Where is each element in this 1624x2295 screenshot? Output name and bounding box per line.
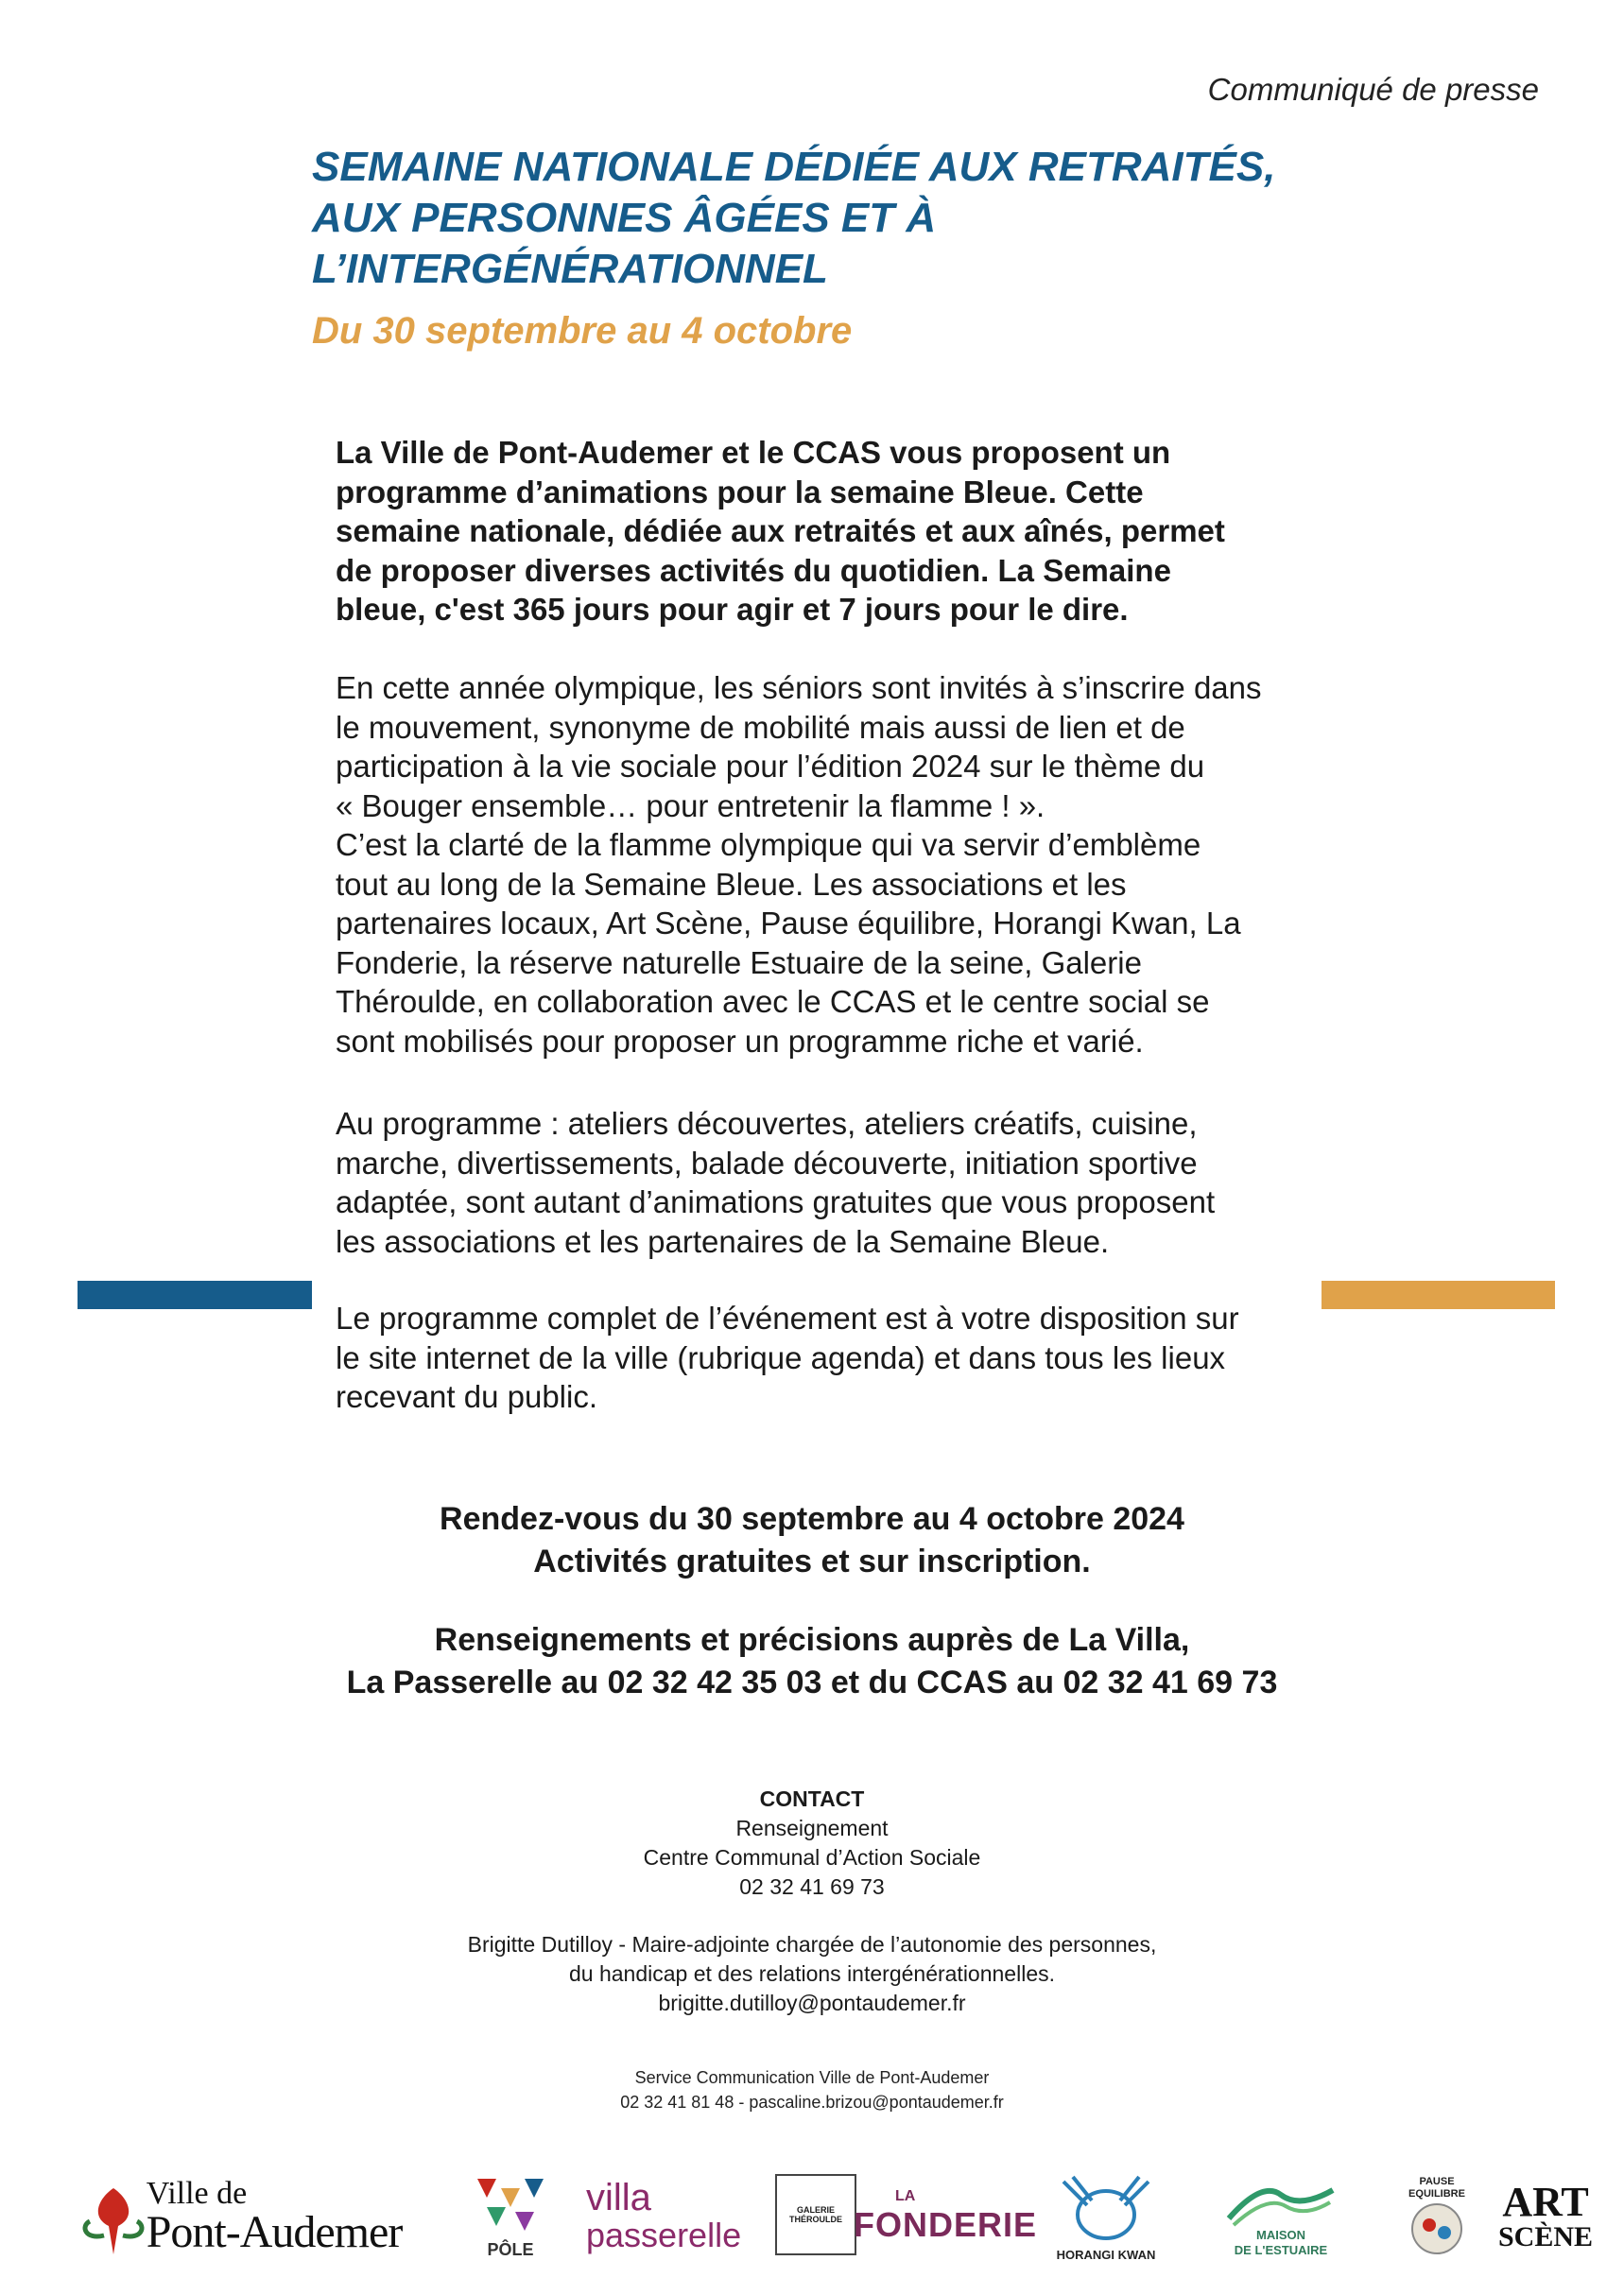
logo-text: FONDERIE	[854, 2205, 1038, 2244]
service-communication	[0, 2065, 1624, 2114]
service-contact[interactable]: 02 32 41 81 48 - pascaline.brizou@pontaudemer.fr	[620, 2093, 1004, 2112]
logo-text: ART	[1502, 2179, 1589, 2225]
text-line: Au programme : ateliers découvertes, ateliers créatifs, cuisine,	[336, 1106, 1198, 1141]
tiger-icon	[1054, 2172, 1158, 2248]
event-dates: Du 30 septembre au 4 octobre	[312, 310, 853, 352]
orange-divider-bar	[1322, 1281, 1555, 1309]
text-line: « Bouger ensemble… pour entretenir la flamme ! ».	[336, 787, 1045, 823]
title-line: L’INTERGÉNÉRATIONNEL	[312, 246, 828, 292]
text-line: le site internet de la ville (rubrique agenda) et dans tous les lieux	[336, 1339, 1226, 1375]
logo-text: Pont-Audemer	[146, 2207, 403, 2257]
logo-pole	[458, 2165, 562, 2269]
availability-paragraph	[336, 1299, 1295, 1417]
text-line: sont mobilisés pour proposer un programme riche et varié.	[336, 1023, 1144, 1059]
text-line: recevant du public.	[336, 1379, 598, 1414]
title-line: SEMAINE NATIONALE DÉDIÉE AUX RETRAITÉS,	[312, 144, 1276, 190]
logo-villa-passerelle	[586, 2165, 756, 2269]
logo-text: THÉROULDE	[789, 2215, 842, 2224]
information-line: Renseignements et précisions auprès de La Villa,	[434, 1622, 1190, 1658]
intro-paragraph	[336, 433, 1295, 630]
text-line: C’est la clarté de la flamme olympique qui va servir d’emblème	[336, 827, 1201, 862]
logo-text: DE L'ESTUAIRE	[1234, 2242, 1328, 2257]
text-line: semaine nationale, dédiée aux retraités et aux aînés, permet	[336, 513, 1225, 548]
logo-text: MAISON	[1256, 2227, 1305, 2242]
text-line: La Ville de Pont-Audemer et le CCAS vous proposent un	[336, 435, 1171, 470]
logo-ville-pont-audemer	[38, 2165, 444, 2269]
text-line: Le programme complet de l’événement est à votre disposition sur	[336, 1301, 1239, 1336]
logo-la-fonderie	[854, 2165, 1038, 2269]
balance-icon	[1408, 2200, 1465, 2257]
text-line: adaptée, sont autant d’animations gratuites que vous proposent	[336, 1184, 1216, 1219]
logo-text: GALERIE	[796, 2205, 835, 2215]
logo-text: SCÈNE	[1497, 2221, 1594, 2252]
logo-text: HORANGI KWAN	[1056, 2247, 1156, 2262]
contact-heading: CONTACT	[759, 1786, 865, 1811]
information-phones: La Passerelle au 02 32 42 35 03 et du CCAS au 02 32 41 69 73	[346, 1665, 1278, 1700]
text-line: partenaires locaux, Art Scène, Pause équilibre, Horangi Kwan, La	[336, 906, 1241, 940]
contact-person: Brigitte Dutilloy - Maire-adjointe chargée de l’autonomie des personnes,	[467, 1932, 1157, 1957]
text-line: programme d’animations pour la semaine Bleue. Cette	[336, 474, 1144, 509]
service-name: Service Communication Ville de Pont-Audemer	[634, 2068, 990, 2087]
contact-line: Renseignement	[735, 1816, 889, 1840]
contact-block	[0, 1785, 1624, 2018]
document-type: Communiqué de presse	[1207, 72, 1539, 107]
text-line: Fonderie, la réserve naturelle Estuaire de la seine, Galerie	[336, 944, 1142, 980]
estuary-icon	[1224, 2176, 1338, 2228]
logo-text: LA	[895, 2188, 916, 2204]
logo-pause-equilibre	[1390, 2165, 1484, 2269]
pole-icon	[473, 2174, 548, 2240]
blue-divider-bar	[78, 1281, 312, 1309]
text-line: bleue, c'est 365 jours pour agir et 7 jours pour le dire.	[336, 592, 1129, 627]
logo-text: EQUILIBRE	[1408, 2188, 1465, 2200]
fleur-icon	[80, 2169, 147, 2264]
logo-text: villa	[586, 2177, 651, 2219]
title-line: AUX PERSONNES ÂGÉES ET À	[312, 195, 937, 241]
contact-phone: 02 32 41 69 73	[739, 1874, 885, 1899]
text-line: En cette année olympique, les séniors sont invités à s’inscrire dans	[336, 670, 1262, 705]
olympic-paragraph	[336, 668, 1295, 1061]
rendezvous-dates: Rendez-vous du 30 septembre au 4 octobre 2024	[440, 1501, 1184, 1537]
logo-art-scene	[1498, 2165, 1593, 2269]
logo-text: Ville de	[146, 2176, 248, 2211]
logo-text: PÔLE	[487, 2239, 534, 2259]
program-paragraph	[336, 1104, 1295, 1261]
text-line: marche, divertissements, balade découverte, initiation sportive	[336, 1145, 1198, 1181]
rendezvous-block	[0, 1498, 1624, 1583]
logo-galerie-theroulde	[775, 2174, 856, 2255]
text-line: de proposer diverses activités du quotidien. La Semaine	[336, 552, 1171, 588]
text-line: tout au long de la Semaine Bleue. Les associations et les	[336, 866, 1127, 902]
logo-maison-estuaire	[1210, 2165, 1352, 2269]
information-block	[0, 1619, 1624, 1704]
logo-text: passerelle	[586, 2216, 742, 2255]
logo-text: PAUSE	[1419, 2175, 1455, 2187]
logo-horangi-kwan	[1040, 2165, 1172, 2269]
text-line: le mouvement, synonyme de mobilité mais aussi de lien et de	[336, 709, 1185, 745]
text-line: les associations et les partenaires de la Semaine Bleue.	[336, 1223, 1110, 1259]
text-line: participation à la vie sociale pour l’édition 2024 sur le thème du	[336, 749, 1205, 784]
contact-line: Centre Communal d’Action Sociale	[643, 1845, 981, 1870]
contact-person-role: du handicap et des relations intergénérationnelles.	[568, 1961, 1056, 1986]
rendezvous-note: Activités gratuites et sur inscription.	[533, 1544, 1091, 1579]
page-title	[312, 142, 1352, 295]
text-line: Théroulde, en collaboration avec le CCAS et le centre social se	[336, 984, 1210, 1019]
contact-email[interactable]: brigitte.dutilloy@pontaudemer.fr	[658, 1991, 966, 2015]
